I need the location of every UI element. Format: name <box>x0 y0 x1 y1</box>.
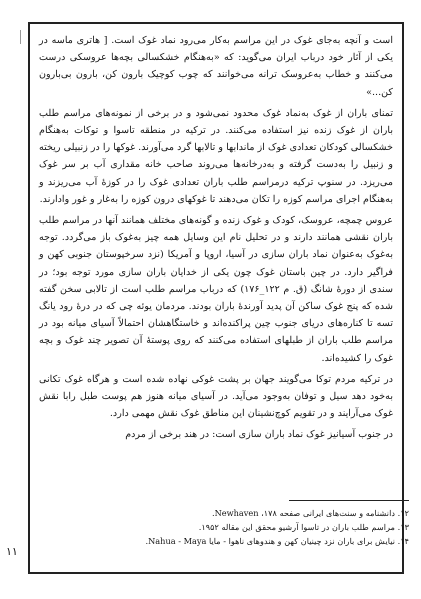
page-number: ۱۱ <box>6 545 18 558</box>
footnote-divider <box>289 500 409 501</box>
document-page <box>28 22 404 574</box>
paragraph-1: است و آنچه به‌جای غوک در این مراسم به‌کار می‌رود نماد غوک است. [ هاتری ماسه در یکی از آثار خود درباب ایران می‌گوید: که «به‌هنگام خشکسالی بچه‌ها عروسکی درست می‌کنند و خطاب به‌عروسک ترانه می‌خوانند که چوب کوچیک بارون کن، بارون بی‌بارون کن...» <box>39 35 393 98</box>
footnotes <box>10 506 409 549</box>
margin-mark <box>20 30 27 44</box>
paragraph-2: تمنای باران از غوک به‌نماد غوک محدود نمی‌شود و در برخی از نمونه‌های مراسم طلب باران از غوک زنده نیز استفاده می‌کنند. در ترکیه در منطقه تاسوا و توکات به‌هنگام خشکسالی کودکان تعدادی غوک از ماندابها و تالابها گرد می‌آورند. غوکها را در زنبیلی ریخته و زنبیل را به‌دست گرفته و به‌درخانه‌ها می‌روند صاحب خانه مقداری آب بر سر غوک می‌ریزد. در سنوپ ترکیه درمراسم طلب باران تعدادی غوک را در کوزهٔ آب می‌ریزند و به‌هنگام اجرای مراسم کوزه را تکان می‌دهند تا غوکهای درون کوزه را به‌غار و غور وادارند. <box>39 107 393 205</box>
paragraph-3: عروس چمچه، عروسک، کودک و غوک زنده و گونه‌های مختلف همانند آنها در مراسم طلب باران نقشی همانند دارند و در تحلیل نام این وسایل همه چیز به‌غوک باز می‌گردد. توجه به‌غوک به‌عنوان نماد باران سازی در آسیا، اروپا و آمریکا (نزد سرخپوستان جنوبی کهن و فراگیر دارد. در چین باستان غوک چون یکی از خدایان باران سازی مورد توجه بود؛ در سندی از دورهٔ شانگ (ق. م ۱۲۲_۱۷۶) که درباب مراسم طلب است از تالابی سخن گفته شده که پنج غوک ساکن آن پدید آورندهٔ باران بودند. مردمان یوئه چی که در درهٔ رود یانگ تسه تا کناره‌های دریای جنوب چین پراکنده‌اند و خاستگاهشان احتمالاً آسیای میانه بود در مراسم طلب باران از طبلهای استفاده می‌کنند که روی پوستهٔ آن تصویر چند غوک و بچه غوک را کشیده‌اند. <box>39 215 393 364</box>
paragraph-5: در جنوب آسیانیز غوک نماد باران سازی است: در هند برخی از مردم <box>125 429 393 441</box>
footnote-13: ۱۳. مراسم طلب باران در تاسوا آرشیو محقق این مقاله ۱۹۵۲. <box>198 522 409 533</box>
footnote-12: ۱۲. دانشنامه و سنت‌های ایرانی صفحه ۱۷۸، Newhaven. <box>211 508 409 518</box>
paragraph-4: در ترکیه مردم توکا می‌گویند جهان بر پشت غوکی نهاده شده است و هرگاه غوک تکانی به‌خود دهد سیل و توفان به‌وجود می‌آید. در آسیای میانه هنوز هم پوست طبل رابا نقش غوک می‌آرایند و در تقویم کوچ‌نشینان این مناطق غوک نقش مهمی دارد. <box>39 373 393 420</box>
footnote-14: ۱۴. نیایش برای باران نزد چینیان کهن و هندوهای ناهوا - مایا Nahua - Maya. <box>145 536 409 547</box>
